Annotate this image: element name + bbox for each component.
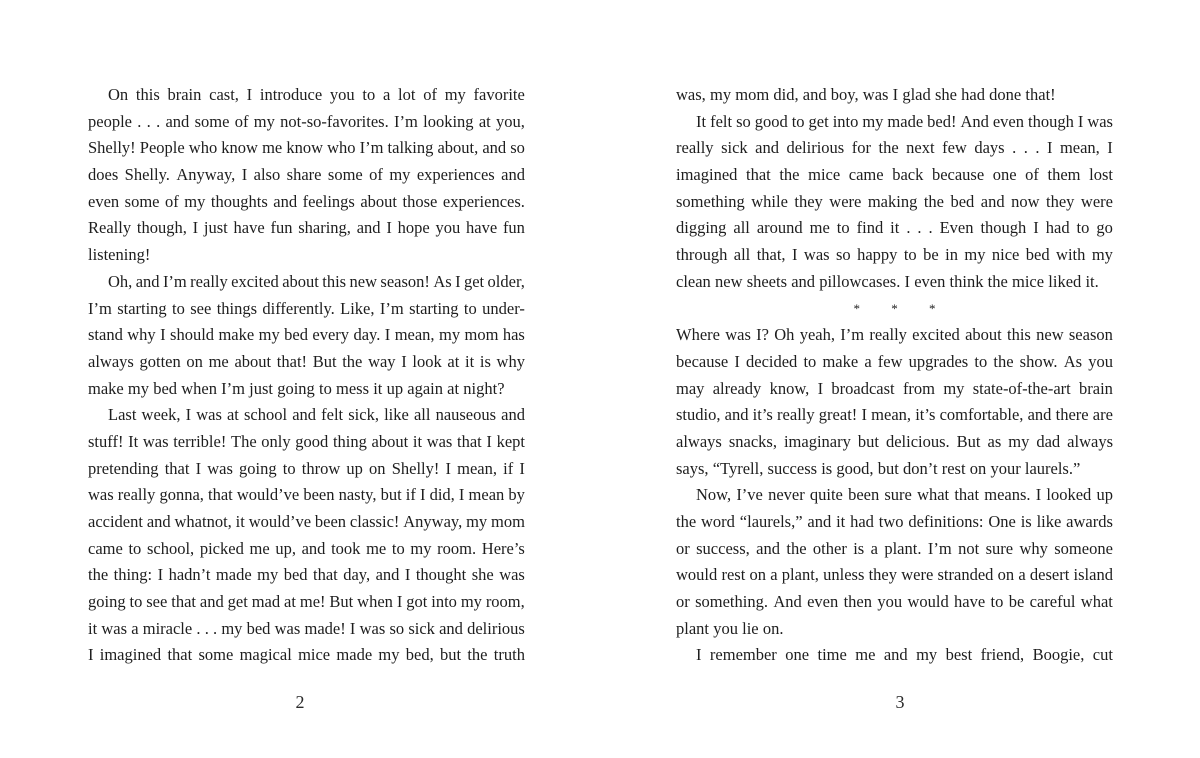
- text-line: pretending that I was going to throw up on Shelly! I mean, if I: [88, 458, 525, 478]
- text-line: Shelly! People who know me know who I’m talking about, and so: [88, 138, 525, 158]
- text-line: says, “Tyrell, success is good, but don’t rest on your laurels.”: [676, 458, 1081, 478]
- text-line: was, my mom did, and boy, was I glad she had done that!: [676, 85, 1056, 104]
- text-line: digging all around me to find it . . . Even though I had to go: [676, 218, 1113, 238]
- text-line: through all that, I was so happy to be in my nice bed with my: [676, 245, 1113, 265]
- text-line: the thing: I hadn’t made my bed that day, and I thought she was: [88, 565, 525, 585]
- text-line: or something. And even then you would have to be careful what: [676, 592, 1113, 612]
- text-line: stand why I should make my bed every day. I mean, my mom has: [88, 325, 525, 345]
- text-line: On this brain cast, I introduce you to a lot of my favorite: [108, 85, 525, 104]
- text-line: really sick and delirious for the next few days . . . I mean, I: [676, 138, 1113, 158]
- text-line: clean new sheets and pillowcases. I even think the mice liked it.: [676, 271, 1099, 291]
- text-line: Where was I? Oh yeah, I’m really excited about this new season: [676, 325, 1113, 345]
- text-line: Really though, I just have fun sharing, and I hope you have fun: [88, 218, 525, 238]
- text-line: stuff! It was terrible! The only good thing about it was that I kept: [88, 431, 525, 451]
- text-line: listening!: [88, 245, 151, 265]
- text-line: does Shelly. Anyway, I also share some of my experiences and: [88, 165, 525, 185]
- text-line: always snacks, imaginary but delicious. But as my dad always: [676, 431, 1113, 451]
- text-line: even some of my thoughts and feelings about those experiences.: [88, 191, 525, 211]
- text-line: because I decided to make a few upgrades to the show. As you: [676, 351, 1113, 371]
- text-line: people . . . and some of my not-so-favorites. I’m looking at you,: [88, 111, 525, 131]
- text-line: Now, I’ve never quite been sure what that means. I looked up: [696, 485, 1113, 505]
- text-line: it was a miracle . . . my bed was made! I was so sick and delirious: [88, 618, 525, 638]
- right-page-number: 3: [895, 692, 905, 712]
- text-line: going to see that and get mad at me! But when I got into my room,: [88, 592, 525, 612]
- text-line: the word “laurels,” and it had two definitions: One is like awards: [676, 512, 1113, 531]
- left-page-body-text: [88, 82, 525, 669]
- text-line: It felt so good to get into my made bed! And even though I was: [696, 111, 1113, 131]
- text-line: may already know, I broadcast from my state-of-the-art brain: [676, 378, 1113, 398]
- text-line: Last week, I was at school and felt sick, like all nauseous and: [108, 405, 525, 425]
- text-line: plant you lie on.: [676, 618, 784, 638]
- text-line: something while they were making the bed and now they were: [676, 191, 1113, 211]
- left-page-number: 2: [295, 692, 305, 712]
- text-line: was really gonna, that would’ve been nasty, but if I did, I mean by: [88, 485, 525, 505]
- text-line: would rest on a plant, unless they were stranded on a desert island: [676, 565, 1113, 585]
- text-line: I’m starting to see things differently. Like, I’m starting to under-: [88, 298, 525, 318]
- text-line: Oh, and I’m really excited about this new season! As I get older,: [108, 271, 525, 291]
- text-line: I remember one time me and my best friend, Boogie, cut: [696, 645, 1113, 665]
- section-break-ornament: * * *: [853, 300, 950, 316]
- text-line: imagined that the mice came back because one of them lost: [676, 165, 1113, 185]
- text-line: or success, and the other is a plant. I’m not sure why someone: [676, 538, 1113, 558]
- text-line: I imagined that some magical mice made my bed, but the truth: [88, 645, 525, 665]
- text-line: studio, and it’s really great! I mean, it’s comfortable, and there are: [676, 405, 1113, 425]
- right-page-body-text: [676, 82, 1113, 669]
- right-page: [600, 0, 1200, 758]
- text-line: always gotten on me about that! But the way I look at it is why: [88, 351, 525, 371]
- text-line: came to school, picked me up, and took me to my room. Here’s: [88, 538, 525, 558]
- text-line: make my bed when I’m just going to mess it up again at night?: [88, 378, 505, 398]
- text-line: accident and whatnot, it would’ve been classic! Anyway, my mom: [88, 512, 525, 531]
